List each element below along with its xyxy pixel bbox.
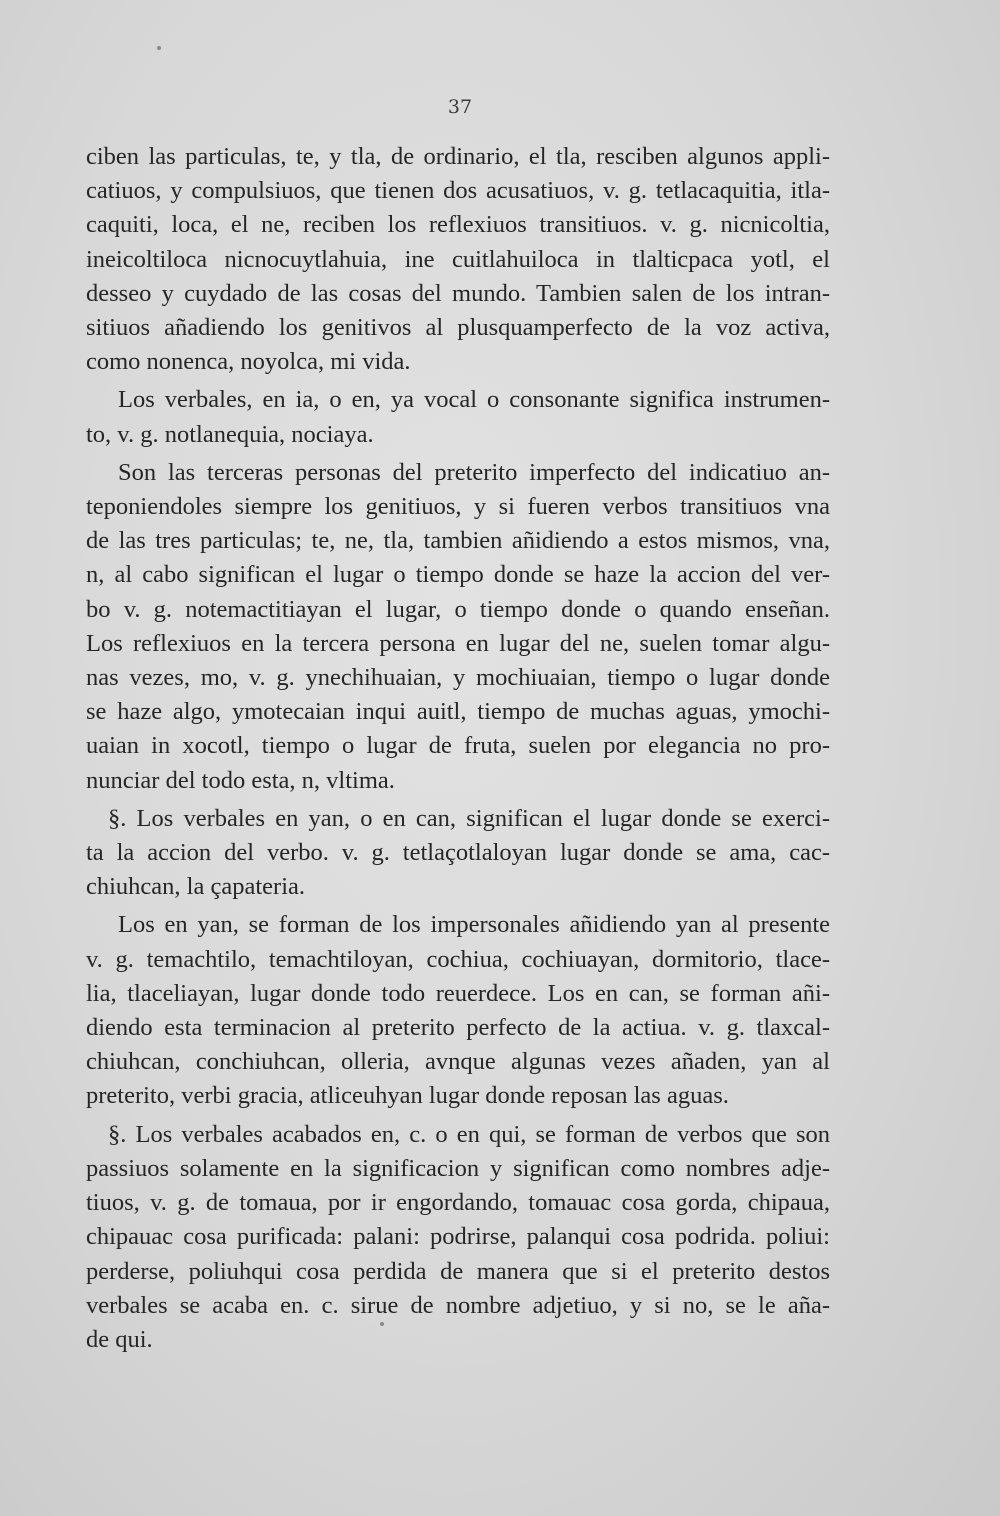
text-line: desseo y cuydado de las cosas del mundo. Tambien salen de los intran- [86, 279, 830, 307]
text-line: nas vezes, mo, v. g. ynechihuaian, y mochiuaian, tiempo o lugar donde [86, 664, 830, 692]
text-line: tiuos, v. g. de tomaua, por ir engordando, tomauac cosa gorda, chipaua, [86, 1189, 830, 1217]
paragraph [86, 456, 830, 798]
text-line: passiuos solamente en la significacion y significan como nombres adje- [86, 1154, 830, 1182]
text-line: §. Los verbales en yan, o en can, significan el lugar donde se exerci- [108, 804, 830, 832]
text-line: de las tres particulas; te, ne, tla, tambien añidiendo a estos mismos, vna, [86, 527, 830, 555]
paragraph [86, 383, 830, 451]
text-line: nunciar del todo esta, n, vltima. [86, 766, 395, 794]
paragraph [86, 140, 830, 379]
text-line: caquiti, loca, el ne, reciben los reflexiuos transitiuos. v. g. nicnicoltia, [86, 211, 830, 239]
text-line: Los verbales, en ia, o en, ya vocal o consonante significa instrumen- [118, 386, 830, 414]
text-line: teponiendoles siempre los genitiuos, y si fueren verbos transitiuos vna [86, 493, 830, 521]
text-line: ineicoltiloca nicnocuytlahuia, ine cuitlahuiloca in tlalticpaca yotl, el [86, 245, 830, 273]
ink-speck [157, 46, 161, 50]
text-line: uaian in xocotl, tiempo o lugar de fruta, suelen por elegancia no pro- [86, 732, 830, 760]
text-line: de qui. [86, 1325, 153, 1353]
text-line: preterito, verbi gracia, atliceuhyan lugar donde reposan las aguas. [86, 1082, 729, 1110]
text-line: perderse, poliuhqui cosa perdida de manera que si el preterito destos [86, 1257, 830, 1285]
text-line: Son las terceras personas del preterito imperfecto del indicatiuo an- [118, 458, 830, 486]
text-line: verbales se acaba en. c. sirue de nombre adjetiuo, y si no, se le aña- [86, 1291, 830, 1319]
text-line: como nonenca, noyolca, mi vida. [86, 348, 411, 376]
text-line: to, v. g. notlanequia, nociaya. [86, 420, 374, 448]
text-line: bo v. g. notemactitiayan el lugar, o tiempo donde o quando enseñan. [86, 595, 830, 623]
text-line: chiuhcan, conchiuhcan, olleria, avnque algunas vezes añaden, yan al [86, 1048, 830, 1076]
text-line: sitiuos añadiendo los genitivos al plusquamperfecto de la voz activa, [86, 314, 830, 342]
paragraph [86, 1118, 830, 1357]
ink-speck [380, 1322, 384, 1326]
text-line: v. g. temachtilo, temachtiloyan, cochiua, cochiuayan, dormitorio, tlace- [86, 945, 830, 973]
page-number: 37 [447, 96, 473, 118]
text-line: Los en yan, se forman de los impersonales añidiendo yan al presente [118, 911, 830, 939]
text-line: catiuos, y compulsiuos, que tienen dos acusatiuos, v. g. tetlacaquitia, itla- [86, 177, 830, 205]
text-line: lia, tlaceliayan, lugar donde todo reuerdece. Los en can, se forman añi- [86, 979, 830, 1007]
paragraph [86, 802, 830, 905]
text-line: chiuhcan, la çapateria. [86, 873, 306, 901]
text-line: n, al cabo significan el lugar o tiempo donde se haze la accion del ver- [86, 561, 830, 589]
text-body [86, 140, 830, 1357]
text-line: chipauac cosa purificada: palani: podrirse, palanqui cosa podrida. poliui: [86, 1223, 830, 1251]
text-line: se haze algo, ymotecaian inqui auitl, tiempo de muchas aguas, ymochi- [86, 698, 830, 726]
text-line: §. Los verbales acabados en, c. o en qui, se forman de verbos que son [108, 1120, 830, 1148]
text-line: Los reflexiuos en la tercera persona en lugar del ne, suelen tomar algu- [86, 629, 830, 657]
text-line: ciben las particulas, te, y tla, de ordinario, el tla, resciben algunos appli- [86, 143, 830, 170]
text-line: ta la accion del verbo. v. g. tetlaçotlaloyan lugar donde se ama, cac- [86, 839, 830, 867]
text-line: diendo esta terminacion al preterito perfecto de la actiua. v. g. tlaxcal- [86, 1014, 830, 1042]
paragraph [86, 908, 830, 1113]
